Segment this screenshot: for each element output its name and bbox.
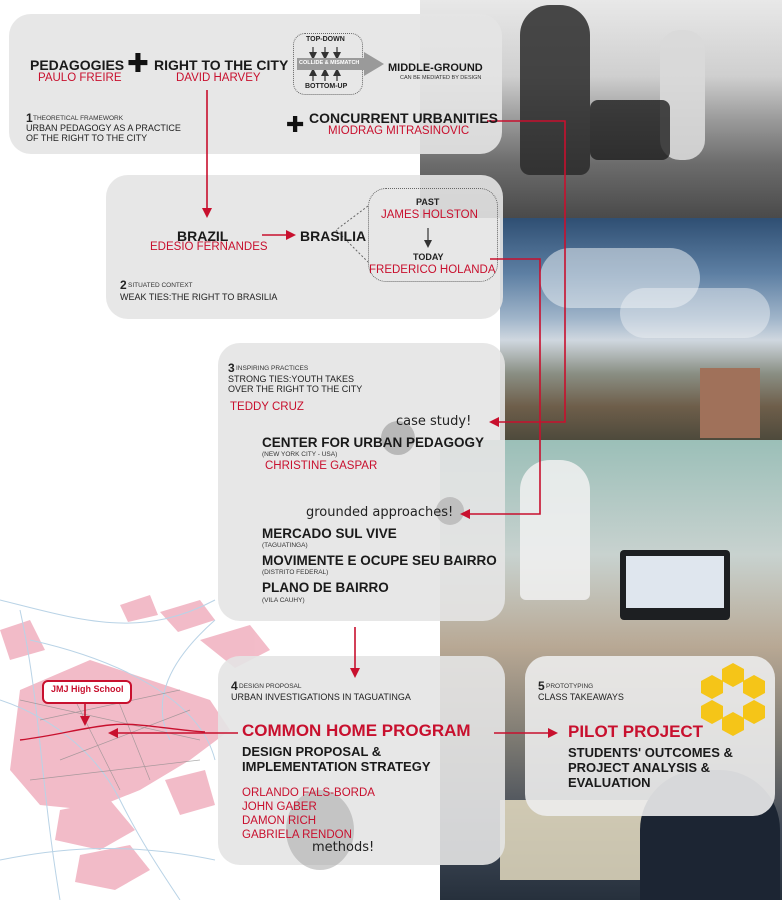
- movimente-label: MOVIMENTE E OCUPE SEU BAIRRO: [262, 553, 497, 568]
- concurrent-urbanities-label: CONCURRENT URBANITIES: [309, 110, 498, 126]
- common-home-label: COMMON HOME PROGRAM: [242, 721, 471, 740]
- pilot-project-label: PILOT PROJECT: [568, 722, 704, 741]
- plus-icon-2: ✚: [286, 112, 305, 137]
- panel2-subtitle: SITUATED CONTEXT: [128, 282, 193, 289]
- panel5-number: 5: [538, 679, 545, 693]
- teddy-cruz-label: TEDDY CRUZ: [230, 401, 304, 413]
- cup-label: CENTER FOR URBAN PEDAGOGY: [262, 435, 485, 450]
- mitrasinovic-label: MIODRAG MITRASINOVIC: [328, 125, 470, 137]
- past-label: PAST: [416, 197, 440, 207]
- methods-label: methods!: [312, 840, 375, 855]
- case-study-label: case study!: [396, 414, 472, 429]
- david-harvey-label: DAVID HARVEY: [176, 72, 261, 84]
- name-fals-borda: ORLANDO FALS-BORDA: [242, 787, 375, 799]
- panel3-desc-2: OVER THE RIGHT TO THE CITY: [228, 384, 363, 394]
- outcomes-1: STUDENTS' OUTCOMES &: [568, 745, 733, 760]
- brazil-label: BRAZIL: [177, 228, 229, 244]
- plus-icon: ✚: [127, 48, 149, 78]
- grounded-label: grounded approaches!: [306, 505, 454, 520]
- today-label: TODAY: [413, 252, 444, 262]
- mediated-label: CAN BE MEDIATED BY DESIGN: [400, 75, 482, 81]
- design-proposal-2: IMPLEMENTATION STRATEGY: [242, 759, 431, 774]
- school-label: JMJ High School: [51, 684, 124, 694]
- panel1-desc-2: OF THE RIGHT TO THE CITY: [26, 133, 148, 143]
- collide-label: COLLIDE & MISMATCH: [299, 60, 360, 66]
- mercado-label: MERCADO SUL VIVE: [262, 526, 397, 541]
- panel5-desc: CLASS TAKEAWAYS: [538, 692, 624, 702]
- panel1-number: 1: [26, 111, 33, 125]
- panel4-number: 4: [231, 679, 238, 693]
- panel5-subtitle: PROTOTYPING: [546, 683, 594, 690]
- panel3-number: 3: [228, 361, 235, 375]
- pedagogies-label: PEDAGOGIES: [30, 57, 125, 73]
- outcomes-3: EVALUATION: [568, 775, 651, 790]
- panel3-subtitle: INSPIRING PRACTICES: [236, 365, 309, 372]
- paulo-freire-label: PAULO FREIRE: [38, 72, 122, 84]
- panel1-subtitle: THEORETICAL FRAMEWORK: [33, 115, 124, 122]
- mercado-location: (TAGUATINGA): [262, 542, 308, 549]
- name-gaber: JOHN GABER: [242, 801, 317, 813]
- plano-label: PLANO DE BAIRRO: [262, 580, 389, 595]
- gaspar-label: CHRISTINE GASPAR: [265, 460, 378, 472]
- name-rendon: GABRIELA RENDON: [242, 829, 352, 841]
- holanda-label: FREDERICO HOLANDA: [369, 264, 496, 276]
- movimente-location: (DISTRITO FEDERAL): [262, 569, 329, 576]
- panel1-desc-1: URBAN PEDAGOGY AS A PRACTICE: [26, 123, 181, 133]
- fernandes-label: EDESIO FERNANDES: [150, 241, 268, 253]
- brasilia-label: BRASILIA: [300, 228, 367, 244]
- top-down-label: TOP-DOWN: [306, 36, 345, 43]
- panel4-subtitle: DESIGN PROPOSAL: [239, 683, 302, 690]
- holston-label: JAMES HOLSTON: [381, 209, 478, 221]
- panel2-number: 2: [120, 278, 127, 292]
- right-to-city-label: RIGHT TO THE CITY: [154, 57, 289, 73]
- design-proposal-1: DESIGN PROPOSAL &: [242, 744, 382, 759]
- plano-location: (VILA CAUHY): [262, 597, 305, 604]
- cup-location: (NEW YORK CITY - USA): [262, 451, 338, 458]
- panel3-desc-1: STRONG TIES:YOUTH TAKES: [228, 374, 355, 384]
- name-rich: DAMON RICH: [242, 815, 317, 827]
- outcomes-2: PROJECT ANALYSIS &: [568, 760, 711, 775]
- middle-ground-label: MIDDLE-GROUND: [388, 62, 483, 74]
- bottom-up-label: BOTTOM-UP: [305, 83, 348, 90]
- panel2-desc: WEAK TIES:THE RIGHT TO BRASILIA: [120, 292, 278, 302]
- panel4-desc: URBAN INVESTIGATIONS IN TAGUATINGA: [231, 692, 411, 702]
